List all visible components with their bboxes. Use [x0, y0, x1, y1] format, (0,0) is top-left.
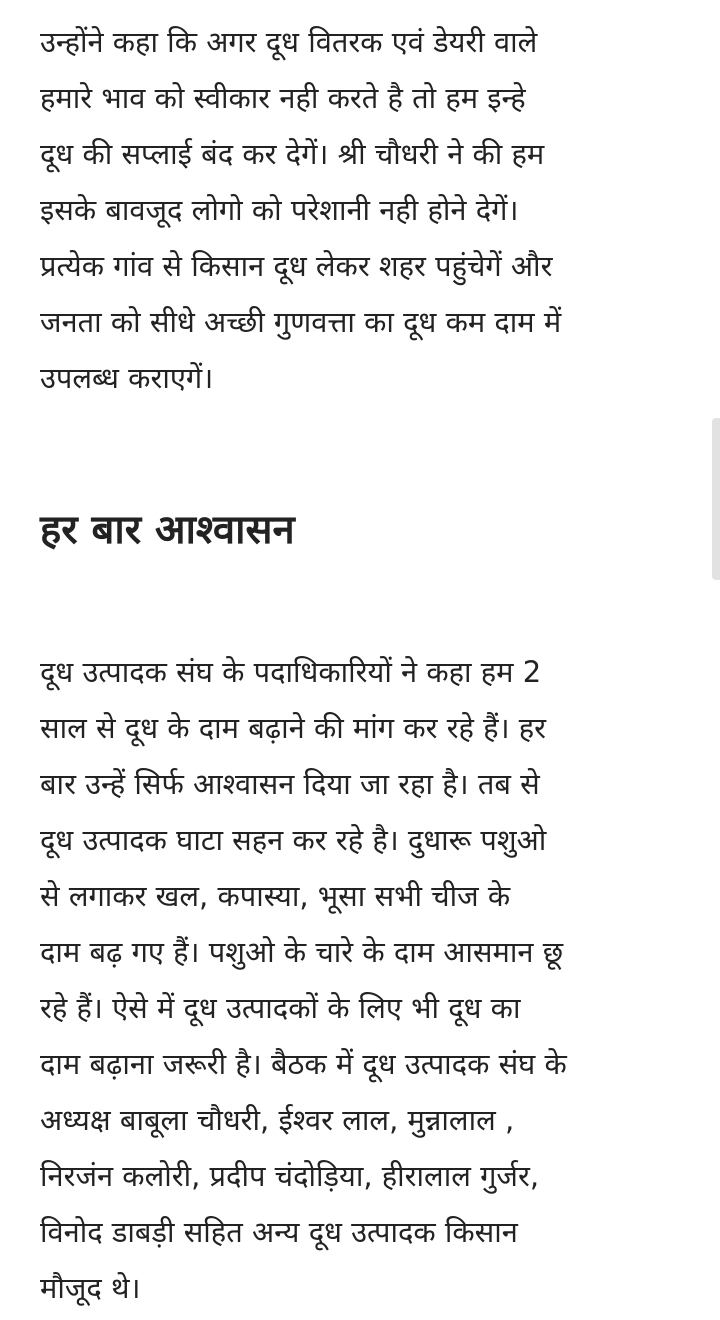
paragraph-line: बार उन्हें सिर्फ आश्वासन दिया जा रहा है। तब से: [40, 767, 540, 801]
paragraph-line: उपलब्ध कराएगें।: [40, 361, 214, 395]
paragraph-line: दाम बढ़ गए हैं। पशुओ के चारे के दाम आसमान छू: [40, 935, 564, 969]
paragraph-line: से लगाकर खल, कपास्या, भूसा सभी चीज के: [40, 879, 511, 913]
article-paragraph-2: [40, 644, 690, 1316]
paragraph-line: दूध उत्पादक घाटा सहन कर रहे है। दुधारू पशुओ: [40, 823, 547, 857]
paragraph-line: मौजूद थे।: [40, 1271, 141, 1305]
section-heading: हर बार आश्वासन: [40, 507, 295, 553]
paragraph-line: प्रत्येक गांव से किसान दूध लेकर शहर पहुंचेगें और: [40, 249, 553, 283]
paragraph-line: साल से दूध के दाम बढ़ाने की मांग कर रहे हैं। हर: [40, 711, 547, 745]
article-body: [40, 14, 690, 1316]
paragraph-line: दाम बढ़ाना जरूरी है। बैठक में दूध उत्पादक संघ के: [40, 1047, 567, 1081]
paragraph-line: रहे हैं। ऐसे में दूध उत्पादकों के लिए भी दूध का: [40, 991, 521, 1025]
paragraph-line: दूध उत्पादक संघ के पदाधिकारियों ने कहा हम 2: [40, 655, 542, 689]
paragraph-line: अध्यक्ष बाबूला चौधरी, ईश्वर लाल, मुन्नालाल ,: [40, 1103, 515, 1137]
paragraph-line: दूध की सप्लाई बंद कर देगें। श्री चौधरी ने की हम: [40, 137, 545, 171]
paragraph-line: उन्होंने कहा कि अगर दूध वितरक एवं डेयरी वाले: [40, 25, 538, 59]
paragraph-line: निरजंन कलोरी, प्रदीप चंदोड़िया, हीरालाल गुर्जर,: [40, 1159, 540, 1193]
article-paragraph-1: [40, 14, 690, 406]
paragraph-line: हमारे भाव को स्वीकार नही करते है तो हम इन्हे: [40, 81, 526, 115]
paragraph-line: विनोद डाबड़ी सहित अन्य दूध उत्पादक किसान: [40, 1215, 518, 1249]
paragraph-line: इसके बावजूद लोगो को परेशानी नही होने देगें।: [40, 193, 519, 227]
paragraph-line: जनता को सीधे अच्छी गुणवत्ता का दूध कम दाम में: [40, 305, 562, 339]
scrollbar-thumb[interactable]: [712, 418, 720, 580]
